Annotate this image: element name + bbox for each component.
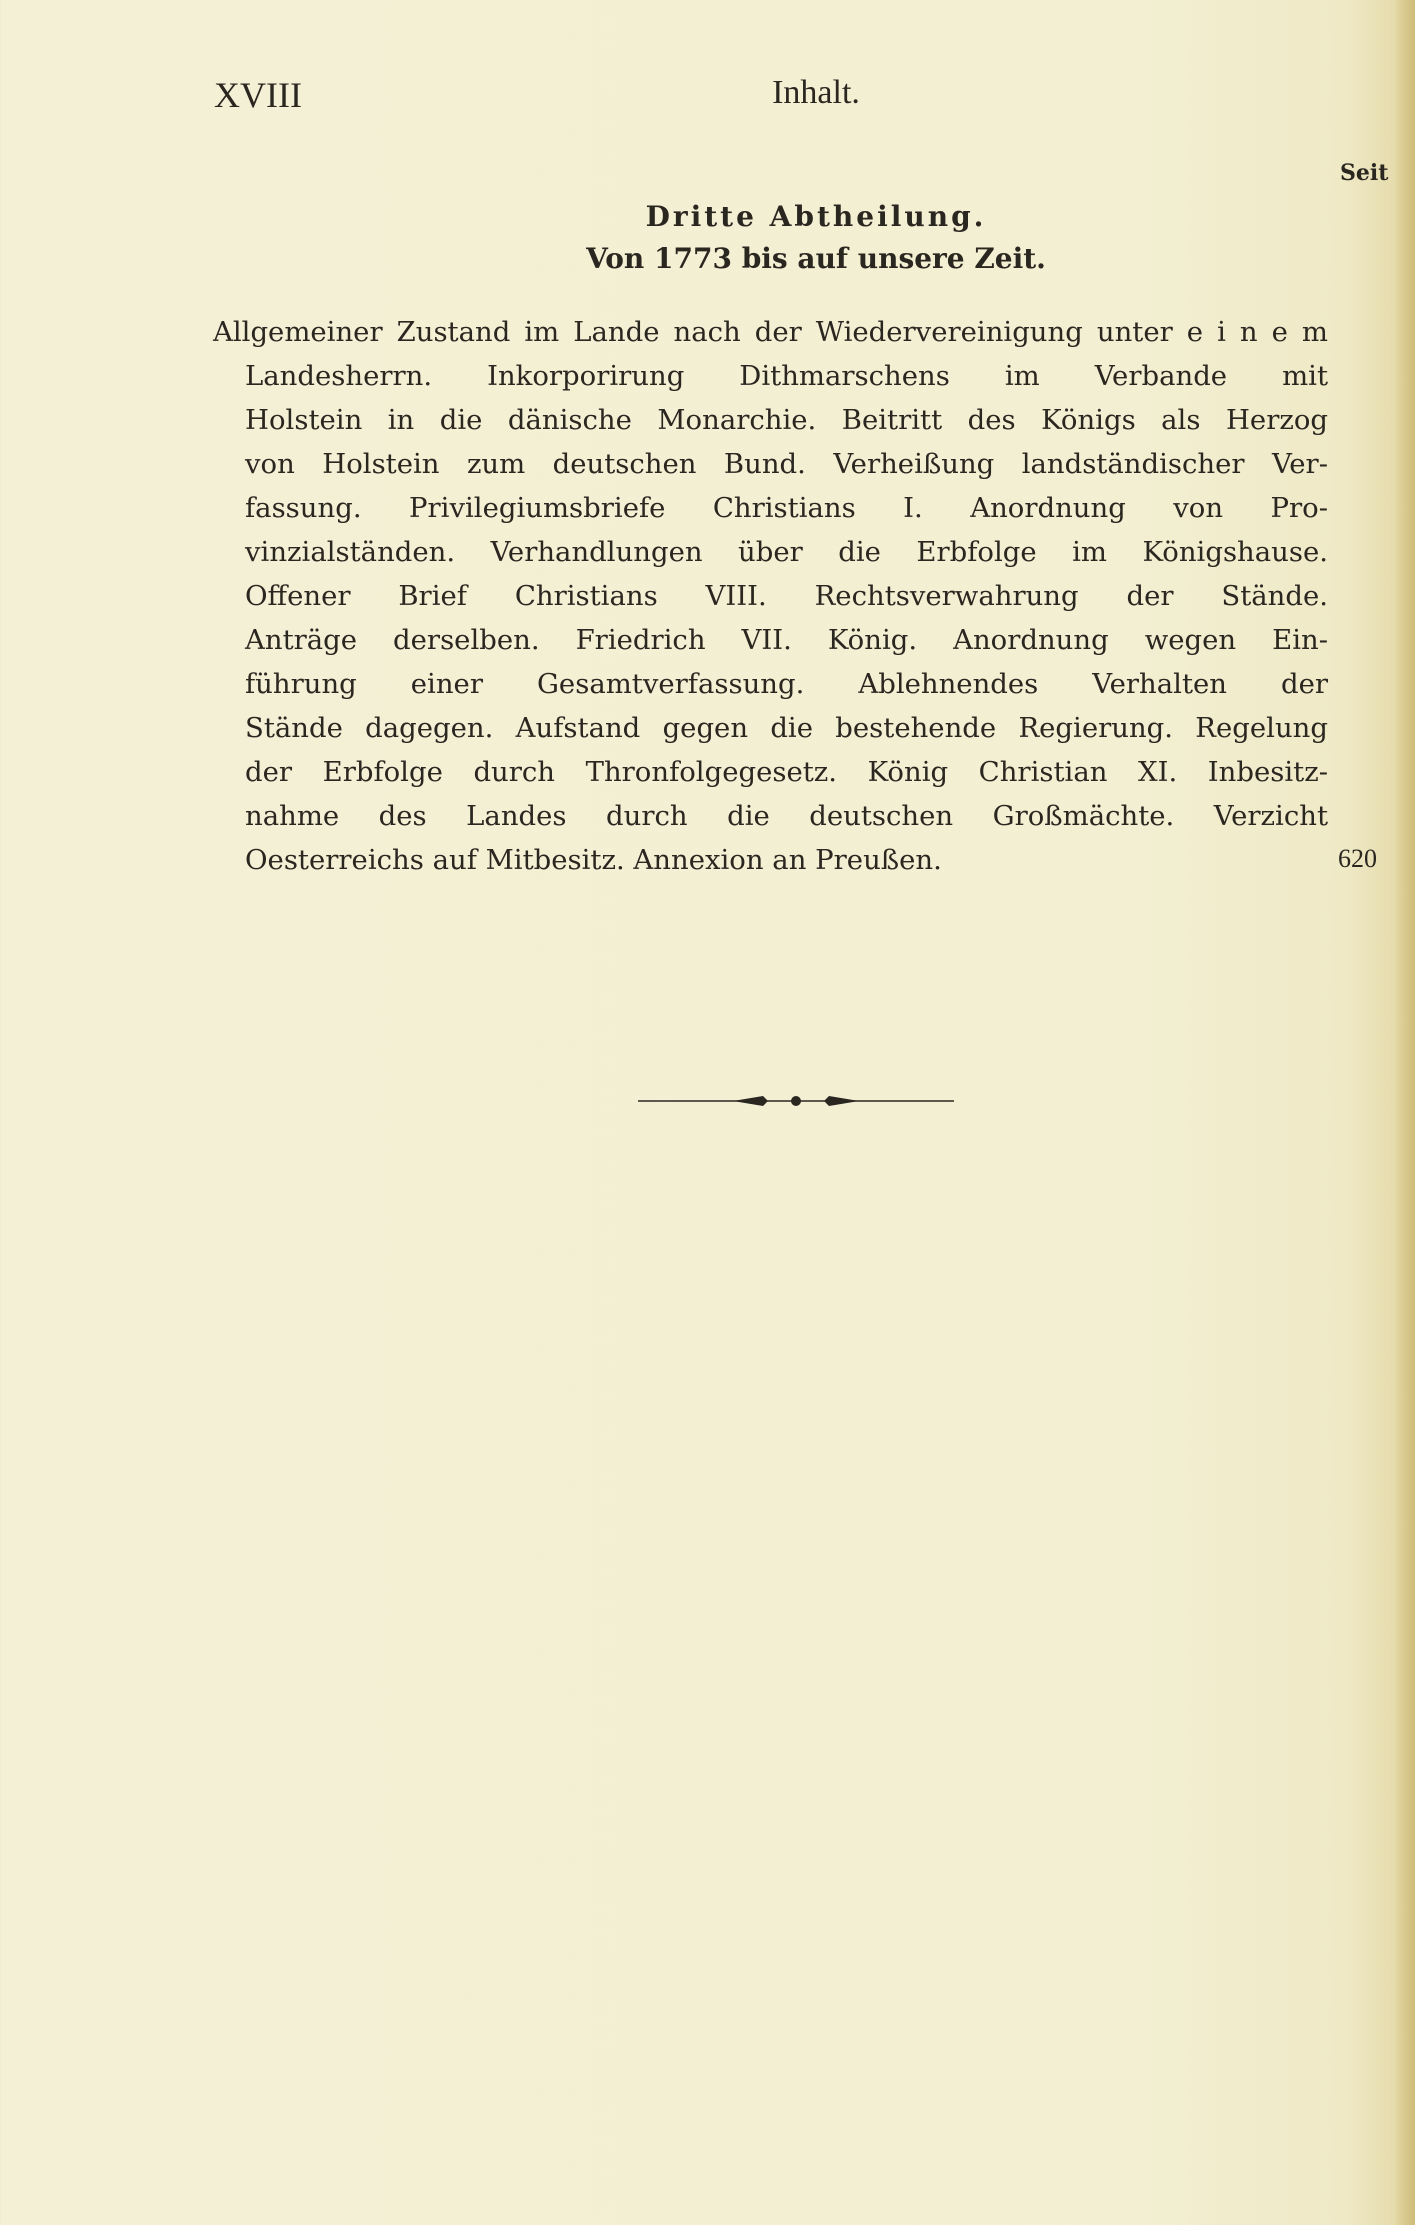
entry-line: Holstein in die dänische Monarchie. Beitritt des Königs als Herzog (245, 404, 1328, 436)
entry-line: Offener Brief Christians VIII. Rechtsverwahrung der Stände. (245, 580, 1328, 612)
entry-line: von Holstein zum deutschen Bund. Verheißung landständischer Ver- (245, 448, 1328, 480)
page-edge (1396, 0, 1415, 2225)
page-column-label: Seit (1340, 160, 1389, 186)
entry-line: Oesterreichs auf Mitbesitz. Annexion an Preußen. (245, 844, 942, 876)
entry-line: fassung. Privilegiumsbriefe Christians I. Anordnung von Pro- (245, 492, 1328, 524)
folio-number: XVIII (214, 75, 302, 115)
section-end-ornament-icon (638, 1090, 954, 1112)
entry-line: führung einer Gesamtverfassung. Ablehnendes Verhalten der (245, 668, 1328, 700)
section-subtitle: Von 1773 bis auf unsere Zeit. (586, 242, 1046, 275)
entry-line: Allgemeiner Zustand im Lande nach der Wiedervereinigung unter e i n e m (213, 316, 1328, 348)
entry-line: Landesherrn. Inkorporirung Dithmarschens im Verbande mit (245, 360, 1328, 392)
page-number: 620 (1338, 844, 1377, 873)
entry-line: nahme des Landes durch die deutschen Großmächte. Verzicht (245, 800, 1328, 832)
entry-line: der Erbfolge durch Thronfolgegesetz. König Christian XI. Inbesitz- (245, 756, 1328, 788)
section-title: Dritte Abtheilung. (645, 200, 987, 233)
entry-line: Stände dagegen. Aufstand gegen die bestehende Regierung. Regelung (245, 712, 1328, 744)
running-title: Inhalt. (772, 74, 860, 111)
entry-line: vinzialständen. Verhandlungen über die Erbfolge im Königshause. (245, 536, 1328, 568)
entry-line: Anträge derselben. Friedrich VII. König. Anordnung wegen Ein- (245, 624, 1328, 656)
toc-entry (213, 310, 1328, 882)
